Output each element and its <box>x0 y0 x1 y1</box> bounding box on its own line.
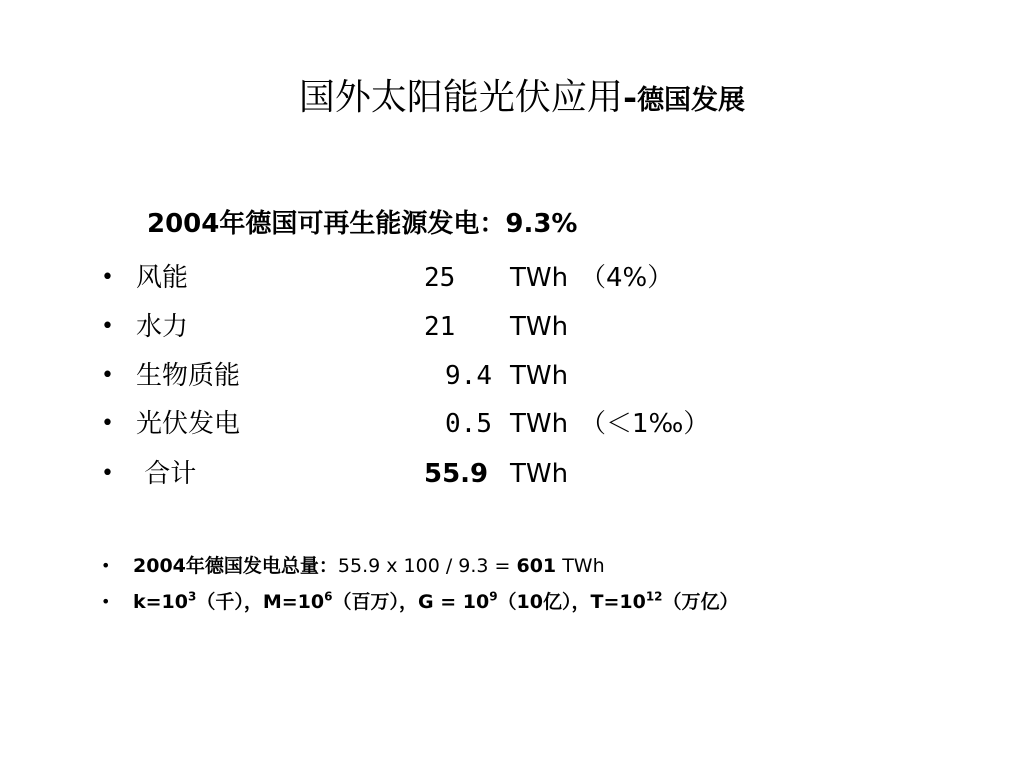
t-prefix: （10亿），T=10 <box>497 591 646 613</box>
item-label: 水力 <box>136 312 189 342</box>
m-exponent: 6 <box>324 589 333 604</box>
g-exponent: 9 <box>489 589 498 604</box>
bullet-icon: • <box>101 592 111 611</box>
bullet-icon: • <box>101 363 114 388</box>
bullet-icon: • <box>101 556 111 575</box>
slide-title-sub: 德国发展 <box>637 85 746 116</box>
slide-title <box>0 74 1024 125</box>
item-label: 生物质能 <box>136 361 241 391</box>
item-label: 风能 <box>136 263 189 293</box>
item-note: （4%） <box>580 263 674 293</box>
total-label: 2004年德国发电总量： <box>133 555 338 577</box>
g-prefix: （百万），G = 10 <box>332 591 490 613</box>
t-suffix: （万亿） <box>662 591 739 613</box>
item-value: 9.4 <box>445 361 492 391</box>
renewable-share-heading: 2004年德国可再生能源发电：9.3% <box>147 209 578 239</box>
slide-title-main: 国外太阳能光伏应用 <box>298 77 623 118</box>
item-unit: TWh <box>510 361 569 391</box>
total-formula: 55.9 x 100 / 9.3 = <box>337 555 517 577</box>
item-label: 合计 <box>136 459 197 489</box>
k-exponent: 3 <box>188 589 197 604</box>
bullet-icon: • <box>101 461 114 486</box>
t-exponent: 12 <box>645 589 663 604</box>
total-unit: TWh <box>556 555 605 577</box>
item-note: （＜1‰） <box>580 409 710 439</box>
total-generation-text <box>133 553 605 579</box>
item-label: 光伏发电 <box>136 409 241 439</box>
total-result: 601 <box>516 555 557 577</box>
item-value: 25 <box>424 263 456 293</box>
item-unit: TWh <box>510 409 569 439</box>
item-unit: TWh <box>510 263 569 293</box>
slide-title-dash: - <box>622 78 638 118</box>
bullet-icon: • <box>101 314 114 339</box>
m-prefix: （千），M=10 <box>196 591 325 613</box>
item-value: 21 <box>424 312 456 342</box>
bullet-icon: • <box>101 265 114 290</box>
item-unit: TWh <box>510 459 569 489</box>
k-prefix: k=10 <box>133 591 188 613</box>
item-value: 0.5 <box>445 409 492 439</box>
item-value: 55.9 <box>424 459 489 489</box>
item-unit: TWh <box>510 312 569 342</box>
unit-prefix-text <box>133 589 739 615</box>
bullet-icon: • <box>101 411 114 436</box>
